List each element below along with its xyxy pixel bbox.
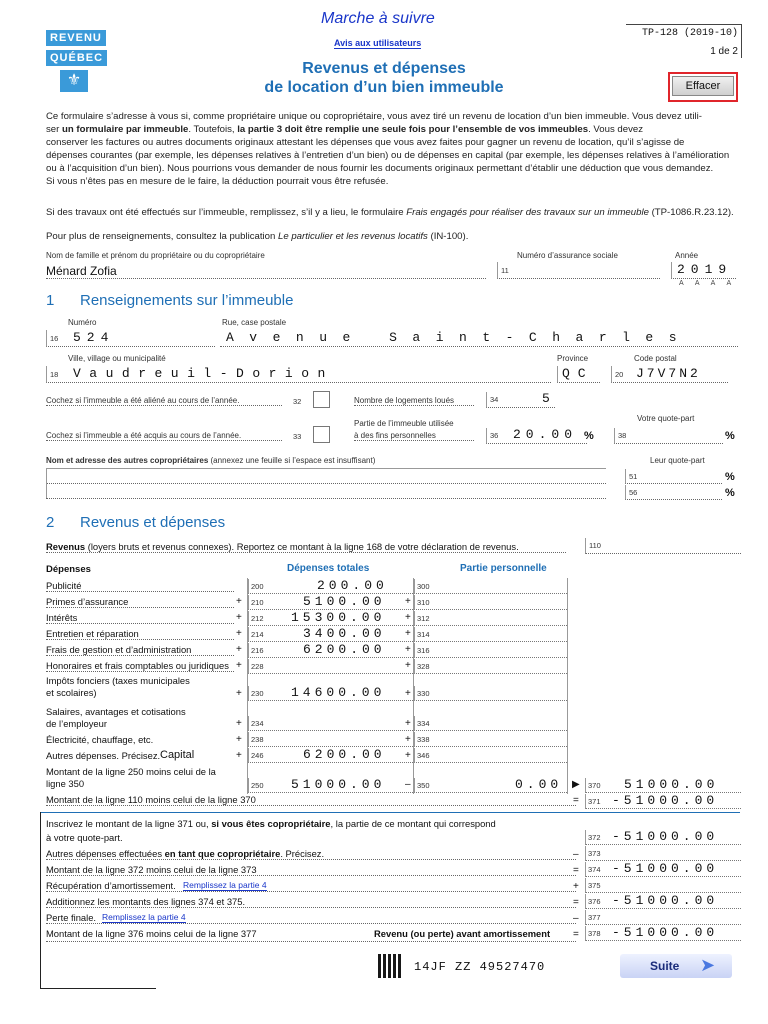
revenus-line-number: 110 <box>589 541 601 550</box>
salaires-label-1: Salaires, avantages et cotisations <box>46 706 186 717</box>
logements-value: 5 <box>542 391 554 406</box>
depenses-header: Dépenses <box>46 564 91 575</box>
intro-paragraph <box>46 110 746 188</box>
suite-label: Suite <box>650 959 680 973</box>
l374-op: = <box>573 865 579 876</box>
rue-field[interactable] <box>220 330 738 347</box>
m250-line-number: 250 <box>251 781 264 790</box>
expense-row-line-number: 214 <box>251 630 264 639</box>
expense-row-perso-line-number: 316 <box>417 646 430 655</box>
effacer-button[interactable] <box>668 72 738 102</box>
expense-row-line-number: 228 <box>251 662 264 671</box>
autres-perso-field[interactable] <box>414 748 567 763</box>
l371-value: -51000.00 <box>612 793 719 808</box>
autres-perso-line-number: 346 <box>417 751 430 760</box>
form-code: TP-128 (2019-10) <box>641 28 738 39</box>
numero-label: Numéro <box>68 318 97 327</box>
perso-percent: % <box>584 430 594 442</box>
expense-row-perso-line-number: 314 <box>417 630 430 639</box>
l378-value: -51000.00 <box>612 925 719 940</box>
copro-field-1[interactable] <box>46 468 606 484</box>
expense-row-line-number: 212 <box>251 614 264 623</box>
l372-line-number: 372 <box>588 833 601 842</box>
code-postal-field[interactable] <box>611 366 728 383</box>
copro-quote-field-2[interactable] <box>625 485 722 500</box>
section1-number: 1 <box>46 292 55 309</box>
form-title-1: Revenus et dépenses <box>302 60 466 77</box>
impots-perso-field[interactable] <box>414 686 567 701</box>
l372-field[interactable] <box>585 830 741 845</box>
l374-line-number: 374 <box>588 865 601 874</box>
year-hint: A A A A <box>679 280 737 287</box>
numero-line-number: 16 <box>50 334 59 343</box>
l377-label: Perte finale. <box>46 912 576 924</box>
nas-line-number: 11 <box>501 266 509 275</box>
rue-value: Avenue Saint-Charles <box>226 330 693 345</box>
l373-op: – <box>573 849 579 860</box>
salaires-op-p: + <box>405 718 411 729</box>
expense-row-total-field[interactable] <box>248 611 413 626</box>
code-postal-label: Code postal <box>634 354 677 363</box>
next-arrow-icon: ➤ <box>700 955 716 975</box>
expense-row-op: + <box>236 612 242 623</box>
expense-row-value: 3400.00 <box>303 626 386 641</box>
l370-line-number: 370 <box>588 781 601 790</box>
elec-total-field[interactable] <box>248 732 413 747</box>
expense-row-label: Publicité <box>46 580 234 592</box>
m350-value: 0.00 <box>515 777 563 792</box>
page-number: 1 de 2 <box>710 46 738 57</box>
l371-field[interactable] <box>585 794 741 809</box>
perso-label-2: à des fins personnelles <box>354 431 474 441</box>
section1-title: Renseignements sur l’immeuble <box>80 292 294 309</box>
l377-field[interactable] <box>585 910 741 925</box>
ville-label: Ville, village ou municipalité <box>68 354 166 363</box>
expense-row-total-field[interactable] <box>248 643 413 658</box>
autres-precision[interactable]: Capital <box>160 749 195 761</box>
expense-row-perso-line-number: 300 <box>417 582 430 591</box>
l375-link[interactable]: Remplissez la partie 4 <box>183 880 267 890</box>
impots-label-1: Impôts fonciers (taxes municipales <box>46 675 190 686</box>
copro-quote-field-1[interactable] <box>625 469 722 484</box>
intro-line: dépenses courantes (par exemple, les dépenses relatives à l’entretien d’un bien) ou de dépenses en capital (par exemple, les dépenses relatives à l’amélioration <box>46 150 730 161</box>
l378-label: Montant de la ligne 376 moins celui de la ligne 377 <box>46 928 257 939</box>
perso-field[interactable] <box>486 428 587 444</box>
effacer-button-label: Effacer <box>672 76 734 96</box>
perso-header: Partie personnelle <box>460 563 547 574</box>
intro-line: ou à l’acquisition d’un bien). Nous pourrions vous demander de nous fournir les documents originaux permettant d’établir une déduction que vous demandez. <box>46 163 714 174</box>
ville-field[interactable] <box>46 366 551 383</box>
form-title-2: de location d’un bien immeuble <box>264 79 504 96</box>
expense-row-line-number: 210 <box>251 598 264 607</box>
barcode-icon <box>378 954 402 978</box>
copro-pct-1: % <box>725 471 735 483</box>
l371-op: = <box>573 795 579 806</box>
elec-perso-field[interactable] <box>414 732 567 747</box>
l377-link[interactable]: Remplissez la partie 4 <box>102 912 186 922</box>
expense-row-line-number: 216 <box>251 646 264 655</box>
quote-percent: % <box>725 430 735 442</box>
expense-row-total-field[interactable] <box>248 579 413 594</box>
l370-value: 51000.00 <box>624 777 719 792</box>
expense-row-perso-field[interactable] <box>414 595 567 610</box>
impots-perso-line-number: 330 <box>417 689 430 698</box>
expense-row-op-p: + <box>405 596 411 607</box>
l375-label: Récupération d’amortissement. <box>46 880 576 892</box>
l373-label: Autres dépenses effectuées en tant que copropriétaire. Précisez. <box>46 848 576 860</box>
expense-row-op: + <box>236 644 242 655</box>
arrow-icon: ▶ <box>572 779 580 790</box>
m350-perso-field[interactable] <box>414 778 567 793</box>
expense-row-perso-field[interactable] <box>414 611 567 626</box>
revenus-field[interactable] <box>585 538 741 554</box>
autres-op: + <box>236 750 242 761</box>
revenus-label: Revenus (loyers bruts et revenus connexes). Reportez ce montant à la ligne 168 de votre déclaration de revenus. <box>46 541 566 553</box>
travaux-paragraph: Si des travaux ont été effectués sur l’immeuble, remplissez, s’il y a lieu, le formulaire Frais engagés pour réaliser des travaux sur un immeuble (TP-1086.R.23.12). <box>46 207 734 218</box>
expense-row-label: Entretien et réparation <box>46 628 234 640</box>
expense-row-op-p: + <box>405 644 411 655</box>
salaires-perso-line-number: 334 <box>417 719 430 728</box>
year-value: 2019 <box>677 262 733 277</box>
l371-line-number: 371 <box>588 797 601 806</box>
logements-line-number: 34 <box>490 395 499 404</box>
l376-field[interactable] <box>585 894 741 909</box>
l370-field[interactable] <box>585 778 741 793</box>
salaires-total-field[interactable] <box>248 716 413 731</box>
expense-row-value: 5100.00 <box>303 594 386 609</box>
aliene-line-number: 32 <box>293 397 302 406</box>
autres-total-field[interactable] <box>248 748 413 763</box>
acquis-line-number: 33 <box>293 432 302 441</box>
salaires-op: + <box>236 718 242 729</box>
copro-line-number: 51 <box>629 472 638 481</box>
l378-op: = <box>573 929 579 940</box>
l372-label-2: à votre quote-part. <box>46 832 123 843</box>
m350-line-number: 350 <box>417 781 430 790</box>
expense-row-total-field[interactable] <box>248 627 413 642</box>
nas-label: Numéro d’assurance sociale <box>517 251 618 260</box>
expense-row-perso-field[interactable] <box>414 627 567 642</box>
expense-row-label: Intérêts <box>46 612 234 624</box>
ville-value: Vaudreuil-Dorion <box>73 366 334 381</box>
logements-label: Nombre de logements loués <box>354 396 474 406</box>
impots-op-p: + <box>405 688 411 699</box>
section2-title: Revenus et dépenses <box>80 514 226 531</box>
expense-row-perso-line-number: 310 <box>417 598 430 607</box>
aliene-checkbox[interactable] <box>313 391 330 408</box>
elec-label: Électricité, chauffage, etc. <box>46 734 154 745</box>
l376-value: -51000.00 <box>612 893 719 908</box>
intro-line: Ce formulaire s’adresse à vous si, comme propriétaire unique ou copropriétaire, vous avez tiré un revenu de location d’un bien immeuble. Vous devez utili- <box>46 111 702 122</box>
expense-row-line-number: 200 <box>251 582 264 591</box>
perso-line-number: 36 <box>490 431 499 440</box>
intro-line: conserver les factures ou autres documents originaux attestant les dépenses que vous avez faites pour gagner un revenu de location, qu’il s’agisse de <box>46 137 685 148</box>
l378-line-number: 378 <box>588 929 601 938</box>
code-postal-value: J7V7N2 <box>636 366 701 381</box>
m250-value: 51000.00 <box>291 777 386 792</box>
m250-total-field[interactable] <box>248 778 413 793</box>
expense-row-value: 200.00 <box>317 578 388 593</box>
expense-row-op-p: + <box>405 660 411 671</box>
l378-bold-label: Revenu (ou perte) avant amortissement <box>374 928 551 939</box>
salaires-label-2: de l’employeur <box>46 718 107 729</box>
fleur-de-lys-icon: ⚜ <box>60 70 88 92</box>
cp-line-number: 20 <box>615 370 624 379</box>
ville-line-number: 18 <box>50 370 59 379</box>
l375-op: + <box>573 881 579 892</box>
publication-paragraph: Pour plus de renseignements, consultez la publication Le particulier et les revenus locatifs (IN-100). <box>46 231 469 242</box>
l376-op: = <box>573 897 579 908</box>
autres-value: 6200.00 <box>303 747 386 762</box>
perso-label-1: Partie de l’immeuble utilisée <box>354 419 454 428</box>
autres-line-number: 246 <box>251 751 264 760</box>
province-field[interactable] <box>557 366 600 383</box>
expense-row-total-field[interactable] <box>248 659 413 674</box>
l374-value: -51000.00 <box>612 861 719 876</box>
section2-number: 2 <box>46 514 55 531</box>
marche-a-suivre-link[interactable]: Marche à suivre <box>321 10 435 27</box>
expense-row-op: + <box>236 628 242 639</box>
expense-row-op: + <box>236 660 242 671</box>
elec-op: + <box>236 734 242 745</box>
avis-utilisateurs-link[interactable]: Avis aux utilisateurs <box>334 38 422 48</box>
form-barcode-code: 14JF ZZ 49527470 <box>414 960 546 974</box>
l373-field[interactable] <box>585 846 741 861</box>
name-field[interactable] <box>46 262 486 279</box>
aliene-label: Cochez si l’immeuble a été aliéné au cours de l’année. <box>46 396 282 406</box>
copro-line-number: 56 <box>629 488 638 497</box>
totales-header: Dépenses totales <box>287 563 370 574</box>
l376-label: Additionnez les montants des lignes 374 et 375. <box>46 896 576 908</box>
expense-row-label: Honoraires et frais comptables ou juridiques <box>46 660 234 672</box>
l372-value: -51000.00 <box>612 829 719 844</box>
l375-field[interactable] <box>585 878 741 893</box>
logo-line2: QUÉBEC <box>46 50 107 66</box>
numero-value: 524 <box>73 330 115 345</box>
copro-label: Nom et adresse des autres copropriétaires (annexez une feuille si l’espace est insuffisant) <box>46 456 376 465</box>
impots-line-number: 230 <box>251 689 264 698</box>
expense-row-value: 6200.00 <box>303 642 386 657</box>
acquis-checkbox[interactable] <box>313 426 330 443</box>
elec-line-number: 238 <box>251 735 264 744</box>
autres-op-p: + <box>405 750 411 761</box>
autres-label: Autres dépenses. Précisez. <box>46 750 161 761</box>
impots-total-field[interactable] <box>248 686 413 701</box>
impots-label-2: et scolaires) <box>46 687 97 698</box>
l377-op: – <box>573 913 579 924</box>
impots-value: 14600.00 <box>291 685 386 700</box>
elec-op-p: + <box>405 734 411 745</box>
expense-row-op-p: + <box>405 628 411 639</box>
l375-line-number: 375 <box>588 881 601 890</box>
year-label: Année <box>675 251 699 260</box>
m350-op: – <box>405 779 411 790</box>
l374-label: Montant de la ligne 372 moins celui de la ligne 373 <box>46 864 576 876</box>
expense-row-perso-line-number: 312 <box>417 614 430 623</box>
expense-row-op: + <box>236 596 242 607</box>
copro-pct-2: % <box>725 487 735 499</box>
quote-part-field[interactable] <box>614 428 723 444</box>
salaires-perso-field[interactable] <box>414 716 567 731</box>
salaires-line-number: 234 <box>251 719 264 728</box>
l377-line-number: 377 <box>588 913 601 922</box>
expense-row-label: Frais de gestion et d’administration <box>46 644 234 656</box>
logo-line1: REVENU <box>46 30 106 46</box>
m250-label-2: ligne 350 <box>46 778 85 789</box>
suite-button[interactable] <box>620 954 732 978</box>
leur-quote-label: Leur quote-part <box>650 456 705 465</box>
acquis-label: Cochez si l’immeuble a été acquis au cours de l’année. <box>46 431 282 441</box>
copro-field-2[interactable] <box>46 484 606 499</box>
nas-field[interactable] <box>497 262 660 279</box>
logements-field[interactable] <box>486 392 555 408</box>
year-field[interactable] <box>671 262 736 279</box>
name-label: Nom de famille et prénom du propriétaire ou du copropriétaire <box>46 251 265 260</box>
province-value: QC <box>562 366 594 381</box>
expense-row-perso-field[interactable] <box>414 659 567 674</box>
elec-perso-line-number: 338 <box>417 735 430 744</box>
quote-part-label: Votre quote-part <box>637 414 695 423</box>
l371-label: Montant de la ligne 110 moins celui de la ligne 370 <box>46 794 576 806</box>
impots-op: + <box>236 688 242 699</box>
l376-line-number: 376 <box>588 897 601 906</box>
numero-field[interactable] <box>46 330 215 347</box>
expense-row-perso-field[interactable] <box>414 643 567 658</box>
province-label: Province <box>557 354 589 363</box>
expense-row-perso-line-number: 328 <box>417 662 430 671</box>
intro-line: Si vous n’êtes pas en mesure de le faire, la déduction pourrait vous être refusée. <box>46 176 389 187</box>
expense-row-op-p: + <box>405 612 411 623</box>
expense-row-perso-field[interactable] <box>414 579 567 594</box>
quote-line-number: 38 <box>618 431 627 440</box>
m250-label-1: Montant de la ligne 250 moins celui de la <box>46 766 216 777</box>
l378-field[interactable] <box>585 926 741 941</box>
expense-row-label: Primes d’assurance <box>46 596 234 608</box>
name-value: Ménard Zofia <box>46 264 117 278</box>
perso-value: 20.00 <box>513 427 578 442</box>
l374-field[interactable] <box>585 862 741 877</box>
expense-row-value: 15300.00 <box>291 610 386 625</box>
expense-row-total-field[interactable] <box>248 595 413 610</box>
l373-line-number: 373 <box>588 849 601 858</box>
intro-line: ser un formulaire par immeuble. Toutefois, la partie 3 doit être remplie une seule fois pour l’ensemble de vos immeubles. Vous devez <box>46 124 644 135</box>
rue-label: Rue, case postale <box>222 318 287 327</box>
l372-label-1: Inscrivez le montant de la ligne 371 ou, si vous êtes copropriétaire, la partie de ce montant qui correspond <box>46 818 496 829</box>
